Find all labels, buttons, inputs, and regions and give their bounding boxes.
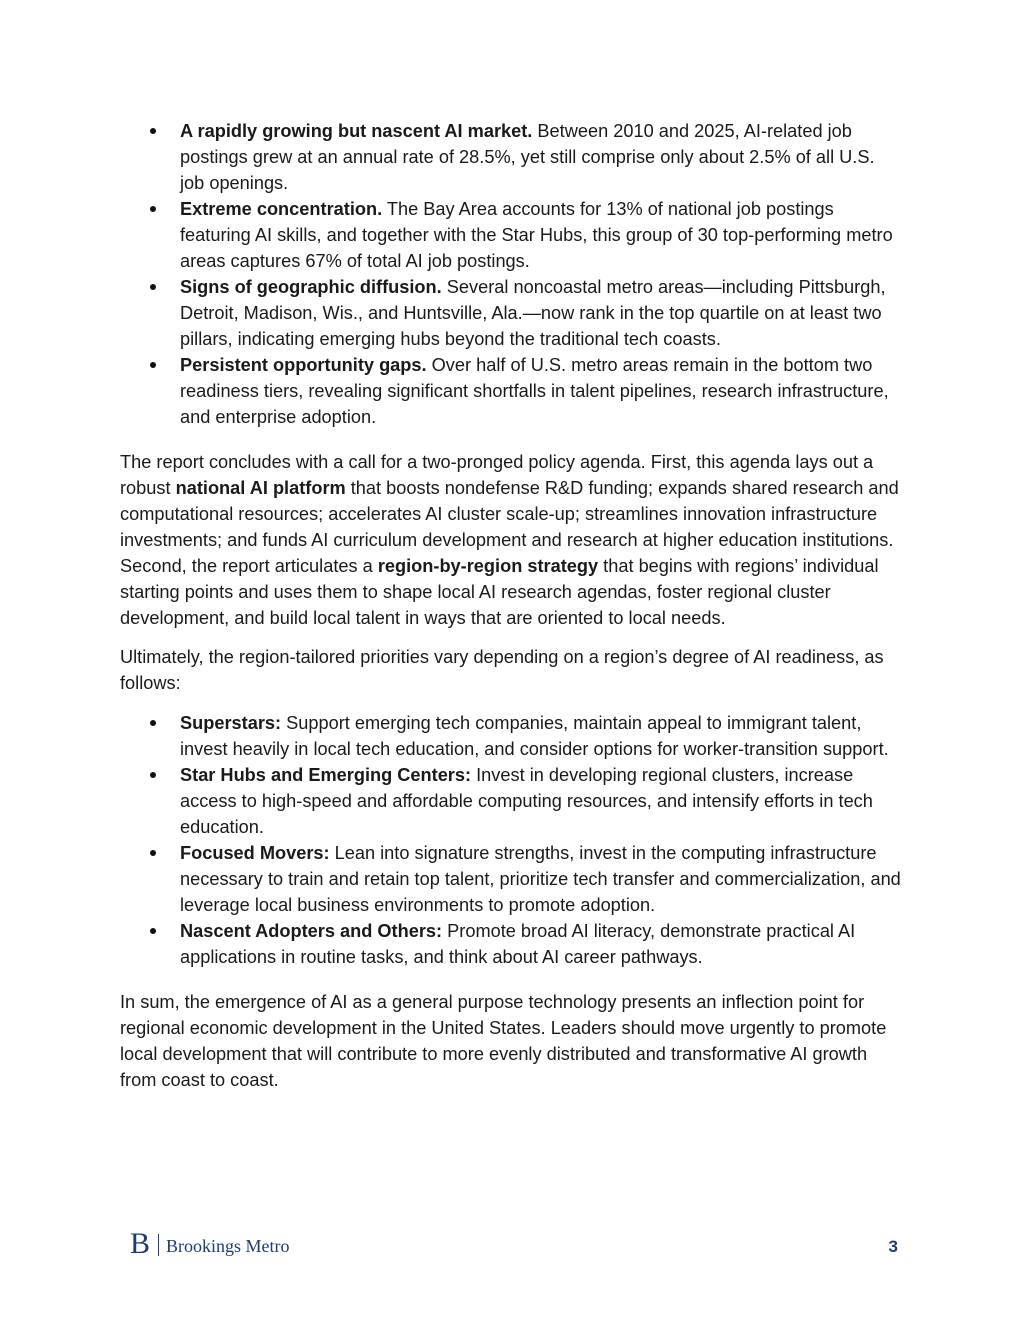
bullet-icon (150, 362, 156, 368)
bullet-lead: Signs of geographic diffusion. (180, 277, 442, 297)
brand-name: Brookings Metro (166, 1236, 290, 1256)
list-item (120, 840, 902, 918)
list-item (120, 710, 902, 762)
bullet-icon (150, 850, 156, 856)
bullet-lead: Focused Movers: (180, 843, 330, 863)
findings-list (120, 118, 902, 430)
bullet-lead: Superstars: (180, 713, 282, 733)
bullet-text: Invest in developing regional clusters, increase access to high-speed and affordable computing resources, and intensify efforts in tech education. (180, 765, 873, 837)
page-content (120, 118, 902, 1093)
bullet-icon (150, 206, 156, 212)
conclusion-paragraph: In sum, the emergence of AI as a general purpose technology presents an inflection point for regional economic development in the United States. Leaders should move urgently to promote local development that will contribute to more evenly distributed and transformative AI growth from coast to coast. (120, 992, 887, 1090)
priorities-intro-paragraph: Ultimately, the region-tailored priorities vary depending on a region’s degree of AI readiness, as follows: (120, 647, 884, 693)
list-item (120, 918, 902, 970)
list-item (120, 352, 902, 430)
bullet-lead: A rapidly growing but nascent AI market. (180, 121, 533, 141)
bullet-icon (150, 720, 156, 726)
list-item (120, 118, 902, 196)
bullet-lead: Extreme concentration. (180, 199, 383, 219)
bullet-icon (150, 284, 156, 290)
paragraph-text: that begins with regions’ individual starting points and uses them to shape local AI research agendas, foster regional cluster development, and build local talent in ways that are oriented to local needs. (120, 556, 879, 628)
list-item (120, 762, 902, 840)
bullet-lead: Persistent opportunity gaps. (180, 355, 427, 375)
bullet-text: Support emerging tech companies, maintain appeal to immigrant talent, invest heavily in local tech education, and consider options for worker-transition support. (180, 713, 889, 759)
bullet-icon (150, 128, 156, 134)
bullet-icon (150, 928, 156, 934)
list-item (120, 274, 902, 352)
bullet-text: Over half of U.S. metro areas remain in the bottom two readiness tiers, revealing significant shortfalls in talent pipelines, research infrastructure, and enterprise adoption. (180, 355, 889, 427)
bullet-lead: Star Hubs and Emerging Centers: (180, 765, 472, 785)
bullet-text: The Bay Area accounts for 13% of national job postings featuring AI skills, and together with the Star Hubs, this group of 30 top-performing metro areas captures 67% of total AI job postings. (180, 199, 893, 271)
paragraph-bold-text: national AI platform (175, 478, 346, 498)
bullet-text: Promote broad AI literacy, demonstrate practical AI applications in routine tasks, and think about AI career pathways. (180, 921, 856, 967)
list-item (120, 196, 902, 274)
page-number: 3 (888, 1237, 898, 1256)
bullet-icon (150, 772, 156, 778)
bullet-text: Lean into signature strengths, invest in the computing infrastructure necessary to train and retain top talent, prioritize tech transfer and commercialization, and leverage local business environments to promote adoption. (180, 843, 901, 915)
paragraph-text: The report concludes with a call for a two-pronged policy agenda. First, this agenda lays out a robust (120, 452, 874, 498)
brookings-logo-icon: B (130, 1227, 151, 1260)
bullet-lead: Nascent Adopters and Others: (180, 921, 443, 941)
bullet-text: Several noncoastal metro areas—including Pittsburgh, Detroit, Madison, Wis., and Huntsville, Ala.—now rank in the top quartile on at least two pillars, indicating emerging hubs beyond the traditional tech coasts. (180, 277, 886, 349)
logo-divider (158, 1234, 159, 1256)
priorities-list (120, 710, 902, 970)
policy-agenda-paragraph (120, 449, 902, 631)
paragraph-bold-text: region-by-region strategy (377, 556, 599, 576)
paragraph-text: that boosts nondefense R&D funding; expands shared research and computational resources; accelerates AI cluster scale-up; streamlines innovation infrastructure investments; and funds AI curriculum development and research at higher education institutions. Second, the report articulates a (120, 478, 899, 576)
page-footer (130, 1227, 900, 1262)
bullet-text: Between 2010 and 2025, AI-related job postings grew at an annual rate of 28.5%, yet still comprise only about 2.5% of all U.S. job openings. (180, 121, 875, 193)
